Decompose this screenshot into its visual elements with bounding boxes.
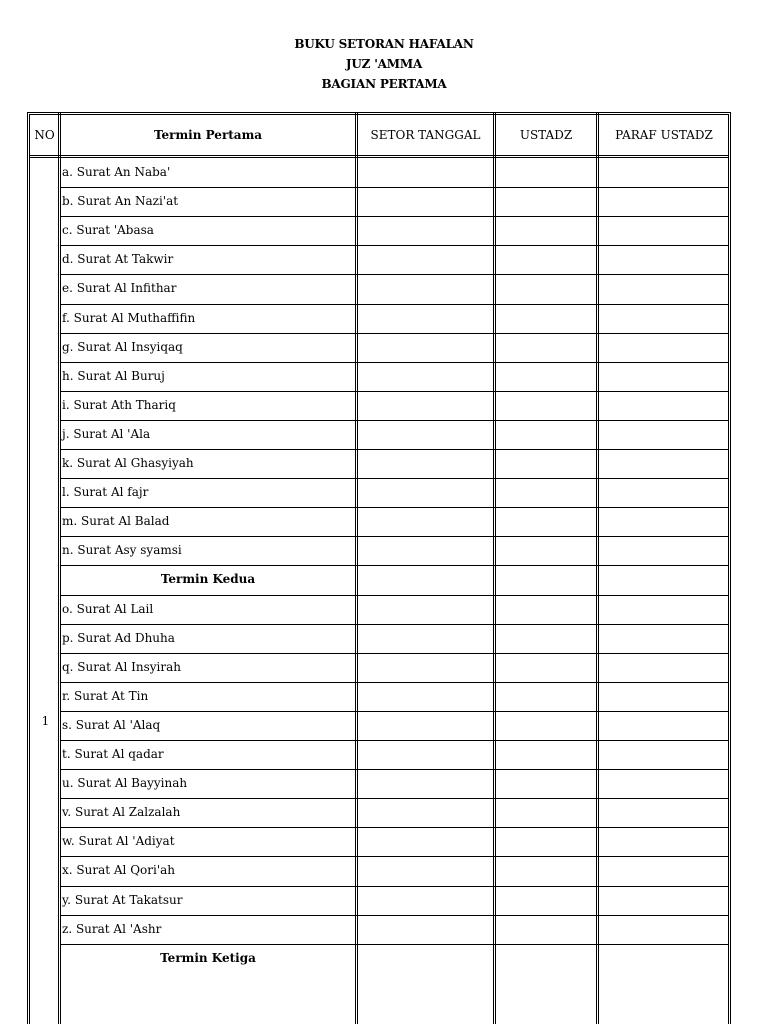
row-number: 1	[41, 714, 50, 728]
surat-label: f. Surat Al Muthaffifin	[62, 310, 196, 325]
surat-label: k. Surat Al Ghasyiyah	[62, 456, 194, 470]
section-heading: Termin Ketiga	[160, 950, 256, 965]
header-ustadz: USTADZ	[519, 128, 573, 142]
document-subtitle: JUZ 'AMMA	[345, 57, 423, 71]
surat-label: h. Surat Al Buruj	[62, 368, 165, 383]
surat-label: p. Surat Ad Dhuha	[62, 630, 175, 645]
surat-label: y. Surat At Takatsur	[62, 892, 183, 907]
surat-label: e. Surat Al Infithar	[62, 281, 177, 296]
row-divider	[61, 420, 729, 421]
surat-label: o. Surat Al Lail	[62, 601, 154, 616]
column-divider	[355, 112, 358, 1024]
surat-label: x. Surat Al Qori'ah	[62, 863, 176, 878]
surat-label: t. Surat Al qadar	[62, 747, 164, 761]
surat-label: r. Surat At Tin	[62, 688, 149, 703]
column-divider	[596, 112, 599, 1024]
header-no: NO	[34, 128, 55, 142]
surat-label: d. Surat At Takwir	[62, 252, 174, 267]
surat-label: q. Surat Al Insyirah	[62, 659, 181, 674]
document-section: BAGIAN PERTAMA	[321, 77, 447, 91]
header-paraf-ustadz: PARAF USTADZ	[615, 128, 713, 142]
surat-label: j. Surat Al 'Ala	[62, 426, 151, 441]
surat-label: m. Surat Al Balad	[62, 514, 170, 529]
row-divider	[61, 711, 729, 712]
document-title: BUKU SETORAN HAFALAN	[294, 37, 474, 51]
row-divider	[61, 595, 729, 596]
header-setor-tanggal: SETOR TANGGAL	[370, 128, 481, 142]
row-divider	[61, 478, 729, 479]
surat-label: v. Surat Al Zalzalah	[62, 805, 181, 820]
surat-label: b. Surat An Nazi'at	[62, 194, 179, 209]
header-termin: Termin Pertama	[153, 128, 263, 142]
surat-label: c. Surat 'Abasa	[62, 223, 154, 238]
row-divider	[61, 682, 729, 683]
column-divider	[493, 112, 496, 1024]
surat-label: w. Surat Al 'Adiyat	[62, 834, 175, 849]
surat-label: i. Surat Ath Thariq	[62, 397, 176, 412]
row-divider	[61, 216, 729, 217]
surat-label: u. Surat Al Bayyinah	[62, 776, 188, 791]
surat-label: l. Surat Al fajr	[62, 485, 149, 500]
surat-label: a. Surat An Naba'	[62, 165, 171, 179]
surat-label: g. Surat Al Insyiqaq	[62, 339, 183, 354]
section-heading: Termin Kedua	[160, 572, 256, 587]
surat-label: s. Surat Al 'Alaq	[62, 717, 161, 732]
surat-label: z. Surat Al 'Ashr	[62, 921, 162, 936]
surat-label: n. Surat Asy syamsi	[62, 543, 182, 558]
